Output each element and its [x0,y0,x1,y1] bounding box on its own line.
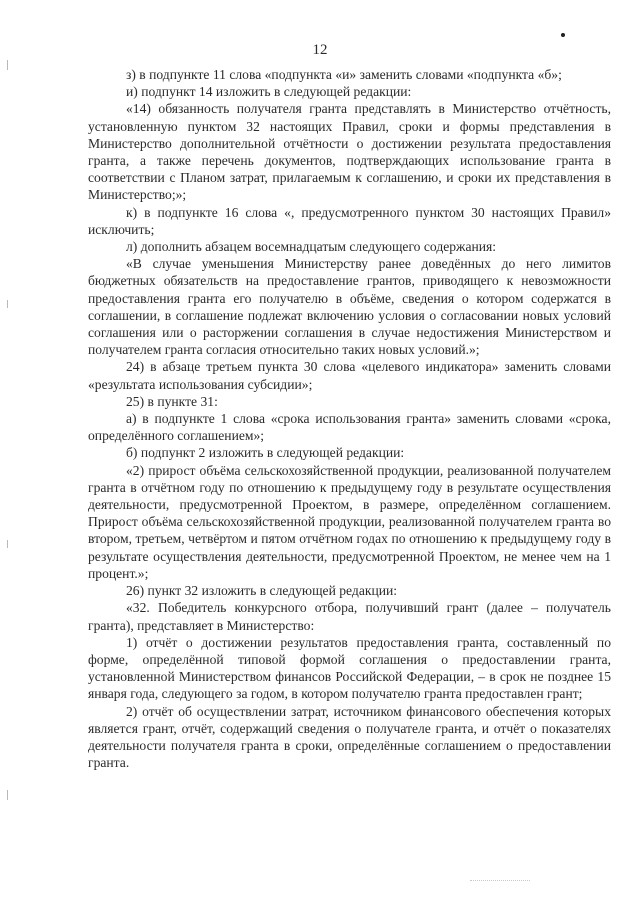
paragraph: 1) отчёт о достижении результатов предоставления гранта, составленный по форме, определённой типовой формой соглашения о предоставлении гранта, установленной Министерством финансов Российской Федерации, – в срок не позднее 15 января года, следующего за годом, в котором получателю гранта предоставлен грант; [88,634,611,702]
paragraph: б) подпункт 2 изложить в следующей редакции: [126,445,405,461]
paragraph: «14) обязанность получателя гранта представлять в Министерство отчётность, установленную пунктом 32 настоящих Правил, сроки и формы представления в Министерство дополнительной отчётности о достижении результата предоставления гранта, а также перечень документов, подтверждающих использование гранта в соответствии с Планом затрат, прилагаемым к соглашению, и сроки их представления в Министерство;»; [88,101,611,203]
paragraph: «32. Победитель конкурсного отбора, получивший грант (далее – получатель гранта), представляет в Министерство: [88,600,611,633]
paragraph: а) в подпункте 1 слова «срока использования гранта» заменить словами «срока, определённого соглашением»; [88,411,611,444]
paragraph: «В случае уменьшения Министерству ранее доведённых до него лимитов бюджетных обязательств на предоставление грантов, приводящего к невозможности предоставления гранта его получателю в объёме, сведения о котором содержатся в соглашении, в соглашение подлежат включению условия о согласовании новых условий соглашения или о расторжении соглашения в случае недостижения Министерством и получателем гранта согласия относительно таких новых условий.»; [88,256,611,358]
scan-left-mark [7,60,8,70]
document-body [88,66,611,771]
paragraph: 24) в абзаце третьем пункта 30 слова «целевого индикатора» заменить словами «результата использования субсидии»; [88,359,611,392]
paragraph: л) дополнить абзацем восемнадцатым следующего содержания: [126,239,497,255]
scan-left-mark [7,540,8,548]
paragraph: 2) отчёт об осуществлении затрат, источником финансового обеспечения которых является грант, отчёт, содержащий сведения о получателе гранта, и отчёт о показателях деятельности получателя гранта в сроки, определённые соглашением о предоставлении гранта. [88,703,611,771]
paragraph: и) подпункт 14 изложить в следующей редакции: [126,84,412,100]
scan-left-mark [7,300,8,308]
paragraph: «2) прирост объёма сельскохозяйственной продукции, реализованной получателем гранта в отчётном году по отношению к предыдущему году в результате осуществления деятельности, предусмотренной Проектом, в размере, определённом соглашением. Прирост объёма сельскохозяйственной продукции, реализованной получателем гранта во втором, третьем, четвёртом и пятом отчётном годах по отношению к предыдущему году в результате осуществления деятельности, предусмотренной Проектом, не менее чем на 1 процент.»; [88,462,611,581]
paragraph: з) в подпункте 11 слова «подпункта «и» заменить словами «подпункта «б»; [126,67,562,82]
scan-dot [561,33,565,37]
page-number: 12 [312,42,328,58]
scan-dots [470,880,530,887]
paragraph: к) в подпункте 16 слова «, предусмотренного пунктом 30 настоящих Правил» исключить; [88,204,611,237]
paragraph: 26) пункт 32 изложить в следующей редакции: [126,583,398,599]
scan-left-mark [7,790,8,800]
paragraph: 25) в пункте 31: [126,393,218,409]
